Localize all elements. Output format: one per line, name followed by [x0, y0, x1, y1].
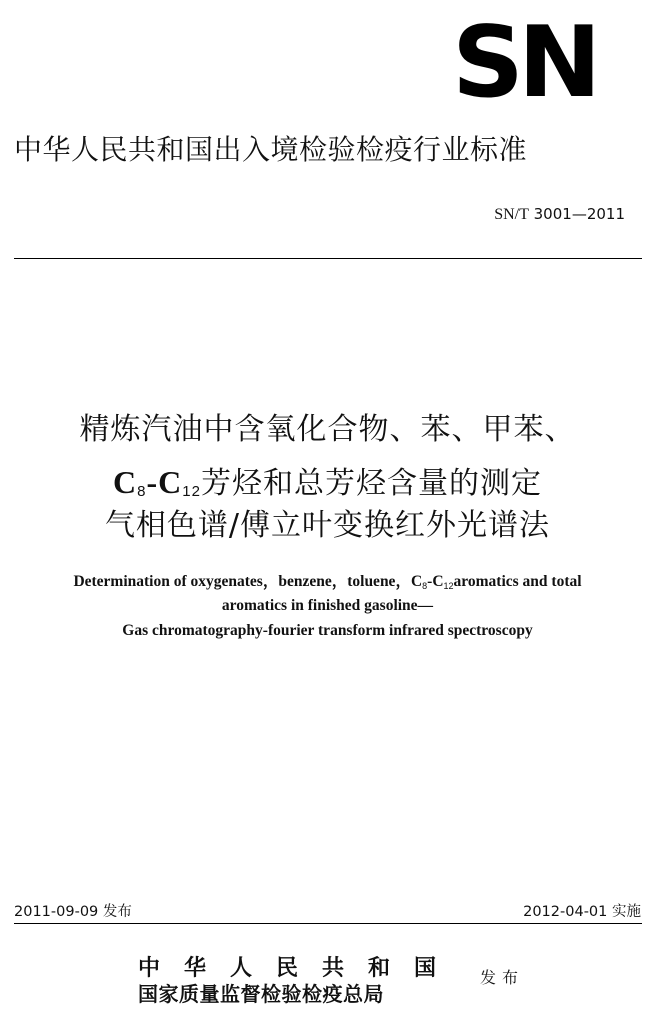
footer-divider [14, 923, 642, 924]
en-title-sub-8: 8 [422, 581, 428, 591]
standard-code [494, 205, 625, 224]
cn-title-c12: C [158, 464, 183, 500]
cn-title-line-1: 精炼汽油中含氧化合物、苯、甲苯、 [79, 412, 576, 447]
standard-code-prefix: SN/T [494, 206, 529, 223]
cn-title-line-3: 气相色谱/傅立叶变换红外光谱法 [104, 508, 551, 543]
issue-label: 发布 [480, 968, 525, 987]
en-title-sub-12: 12 [443, 581, 454, 591]
implement-date: 2012-04-01 实施 [523, 904, 641, 920]
issue-date: 2011-09-09 发布 [14, 904, 132, 920]
issuer-block [138, 955, 460, 1007]
sn-logo: SN [452, 6, 596, 120]
header-divider [14, 258, 642, 259]
issuer-line-2: 国家质量监督检验检疫总局 [138, 982, 384, 1006]
en-title-line-2: aromatics in finished gasoline— [221, 597, 434, 614]
cn-title-sub-12: 12 [182, 483, 201, 500]
cn-title-sub-8: 8 [137, 483, 147, 500]
cn-title-c8: C [113, 464, 138, 500]
standard-body-title: 中华人民共和国出入境检验检疫行业标准 [14, 133, 528, 166]
issuer-line-1: 中华人民共和国 [138, 955, 461, 981]
en-title-line-1-a: Determination of oxygenates，benzene，toluene，C [73, 573, 423, 590]
cn-title-line-2-rest: 芳烃和总芳烃含量的测定 [200, 466, 542, 501]
en-title-dash: -C [427, 573, 444, 590]
en-title-line-1-b: aromatics and total [453, 573, 582, 590]
standard-code-number: 3001—2011 [533, 205, 625, 223]
cn-title-dash: - [146, 464, 159, 500]
en-title-line-3: Gas chromatography-fourier transform infrared spectroscopy [122, 622, 533, 639]
